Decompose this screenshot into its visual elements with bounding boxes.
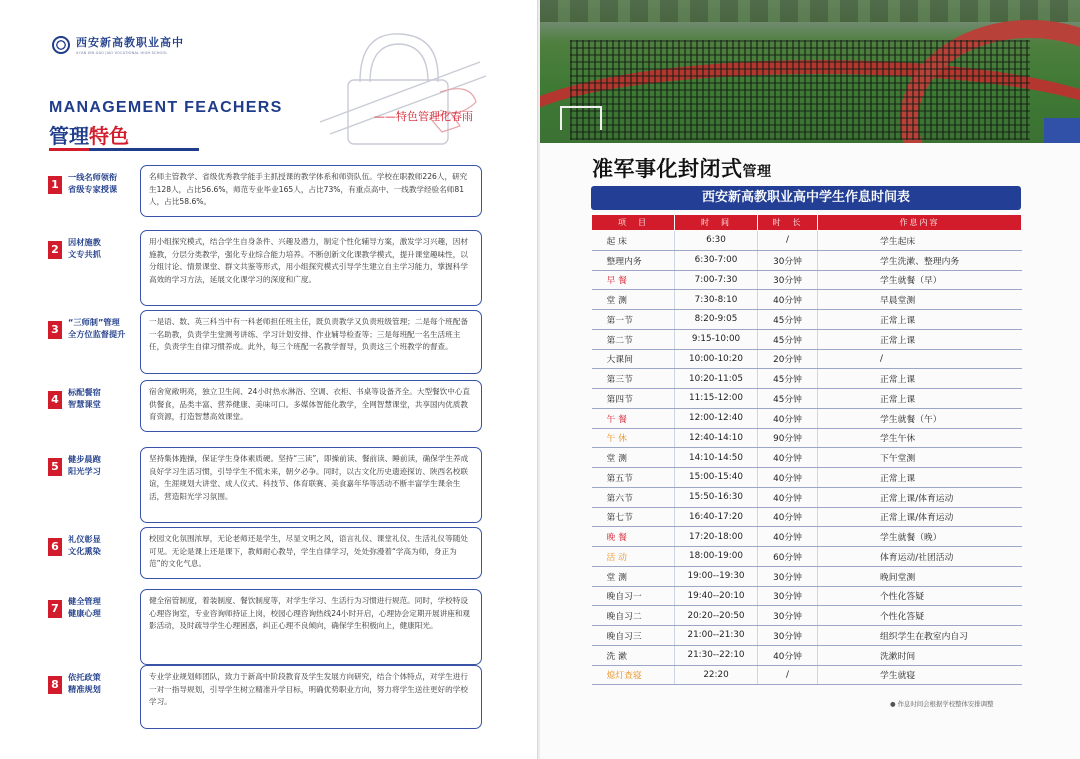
feature-item-2 <box>48 230 492 306</box>
heading-chinese <box>49 120 129 149</box>
schedule-row <box>592 231 1022 251</box>
feature-title <box>62 316 140 340</box>
cell-content: 学生洗漱、整理内务 <box>818 250 1022 270</box>
cell-content: 学生就寝 <box>818 665 1022 685</box>
school-emblem-icon <box>52 36 70 54</box>
feature-number: 8 <box>48 676 62 694</box>
cell-content: 个性化答疑 <box>818 606 1022 626</box>
feature-title <box>62 236 140 260</box>
cell-duration: 30分钟 <box>758 270 818 290</box>
cell-item: 第一节 <box>592 310 675 330</box>
soccer-goal-icon <box>560 106 602 130</box>
feature-title-line2: 健康心理 <box>68 608 101 618</box>
heading-english: MANAGEMENT FEACHERS <box>49 99 283 116</box>
cell-duration: 30分钟 <box>758 566 818 586</box>
school-logo <box>52 34 184 55</box>
cell-item: 第二节 <box>592 329 675 349</box>
cell-content: 下午堂测 <box>818 448 1022 468</box>
feature-number: 6 <box>48 538 62 556</box>
schedule-row <box>592 645 1022 665</box>
feature-title-line1: 健步晨跑 <box>68 454 101 464</box>
schedule-row <box>592 586 1022 606</box>
cell-duration: 40分钟 <box>758 527 818 547</box>
cell-content: 学生午休 <box>818 428 1022 448</box>
cell-content: 正常上课/体育运动 <box>818 487 1022 507</box>
feature-number: 7 <box>48 600 62 618</box>
cell-duration: 40分钟 <box>758 468 818 488</box>
cell-item: 第三节 <box>592 369 675 389</box>
cell-item: 晚自习一 <box>592 586 675 606</box>
cell-item: 早 餐 <box>592 270 675 290</box>
cell-item: 第四节 <box>592 389 675 409</box>
feature-title-line2: 省级专家授课 <box>68 184 118 194</box>
management-title-main: 准军事化封闭式 <box>592 157 743 181</box>
cell-duration: / <box>758 665 818 685</box>
cell-time: 7:00-7:30 <box>675 270 758 290</box>
cell-content: 正常上课 <box>818 369 1022 389</box>
schedule-table <box>591 214 1022 685</box>
schedule-row <box>592 527 1022 547</box>
heading-part1: 管理 <box>49 124 89 148</box>
cell-duration: / <box>758 231 818 251</box>
schedule-body <box>592 231 1022 685</box>
cell-duration: 30分钟 <box>758 606 818 626</box>
header-item: 项 目 <box>592 215 675 231</box>
schedule-row <box>592 250 1022 270</box>
feature-title-line2: 精准规划 <box>68 684 101 694</box>
feature-title-line2: 智慧课堂 <box>68 399 101 409</box>
cell-time: 7:30-8:10 <box>675 290 758 310</box>
schedule-row <box>592 310 1022 330</box>
schedule-row <box>592 290 1022 310</box>
heading-tagline: ——特色管理化春雨 <box>374 110 473 123</box>
cell-content: 学生就餐（晚） <box>818 527 1022 547</box>
schedule-row <box>592 487 1022 507</box>
cell-duration: 40分钟 <box>758 487 818 507</box>
cell-item: 堂 测 <box>592 290 675 310</box>
cell-content: 晚间堂测 <box>818 566 1022 586</box>
cell-item: 活 动 <box>592 547 675 567</box>
cell-time: 18:00-19:00 <box>675 547 758 567</box>
feature-text-box: 一是语、数、英三科当中有一科老师担任班主任，既负责教学又负责班级管理；二是每个班配备一名助教，负责学生堂测考讲练、学习计划安排、作业辅导检查等；三是每班配一名生活班主任，负责学生自律习惯养成。此外，每三个班配一名教学督导，负责这三个班教学的督查。 <box>140 310 482 374</box>
cell-item: 第五节 <box>592 468 675 488</box>
logo-name-en: XI'AN XIN GAO JIAO VOCATIONAL HIGH SCHOOL <box>76 51 168 55</box>
cell-duration: 60分钟 <box>758 547 818 567</box>
feature-text-box: 名师主管教学、省级优秀教学能手主抓授课的教学体系和师资队伍。学校在职教师226人，研究生128人，占比56.6%，师范专业毕业165人，占比73%，有重点高中、一线教学经验名师81人，占比58.6%。 <box>140 165 482 217</box>
feature-text-box: 坚持集体跑操，保证学生身体素质硬。坚持“三读”，即操前读、餐前读、睡前读，确保学生养成良好学习生活习惯，引导学生不慌未来，朝夕必争。同时，以古文化历史遗迹探访、陕西名校联谊，生涯规划大讲堂、成人仪式、科技节、体育联赛、美食嘉年华等活动不断丰富学生课余生活，营造阳光学习氛围。 <box>140 447 482 523</box>
cell-content: 学生起床 <box>818 231 1022 251</box>
feature-title-line2: 文专共抓 <box>68 249 101 259</box>
cell-time: 12:00-12:40 <box>675 408 758 428</box>
cell-time: 17:20-18:00 <box>675 527 758 547</box>
cell-item: 大课间 <box>592 349 675 369</box>
schedule-row <box>592 369 1022 389</box>
feature-title-line1: 健全管理 <box>68 596 101 606</box>
cell-time: 10:00-10:20 <box>675 349 758 369</box>
header-content: 作息内容 <box>818 215 1022 231</box>
feature-text-box: 宿舍宽敞明亮，独立卫生间、24小时热水淋浴、空调、衣柜、书桌等设备齐全。大型餐饮中心直供餐食，品类丰富、营养健康、美味可口。多媒体智能化教学，全网智慧课堂，共享国内优质教育资源，打造智慧高效课堂。 <box>140 380 482 432</box>
management-title <box>592 153 772 183</box>
schedule-row <box>592 566 1022 586</box>
cell-item: 堂 测 <box>592 448 675 468</box>
cell-duration: 40分钟 <box>758 408 818 428</box>
right-page <box>540 0 1080 759</box>
cell-item: 熄灯查寝 <box>592 665 675 685</box>
student-formation <box>570 40 1030 140</box>
schedule-row <box>592 468 1022 488</box>
feature-title-line2: 阳光学习 <box>68 466 101 476</box>
feature-number: 4 <box>48 391 62 409</box>
cell-duration: 30分钟 <box>758 250 818 270</box>
cell-duration: 40分钟 <box>758 290 818 310</box>
cell-item: 晚自习二 <box>592 606 675 626</box>
cell-item: 第七节 <box>592 507 675 527</box>
schedule-row <box>592 547 1022 567</box>
feature-item-6 <box>48 527 492 579</box>
cell-item: 第六节 <box>592 487 675 507</box>
feature-title <box>62 386 140 410</box>
cell-time: 19:00--19:30 <box>675 566 758 586</box>
feature-title-line2: 文化熏染 <box>68 546 101 556</box>
left-page <box>0 0 538 759</box>
schedule-row <box>592 626 1022 646</box>
feature-title <box>62 595 140 619</box>
cell-time: 6:30 <box>675 231 758 251</box>
cell-item: 整理内务 <box>592 250 675 270</box>
feature-item-4 <box>48 380 492 432</box>
cell-content: 体育运动/社团活动 <box>818 547 1022 567</box>
cell-duration: 90分钟 <box>758 428 818 448</box>
cell-time: 9:15-10:00 <box>675 329 758 349</box>
schedule-row <box>592 349 1022 369</box>
feature-title <box>62 533 140 557</box>
cell-duration: 40分钟 <box>758 448 818 468</box>
feature-number: 5 <box>48 458 62 476</box>
feature-title-line2: 全方位监督提升 <box>68 329 126 339</box>
cell-item: 午 餐 <box>592 408 675 428</box>
heading-part2: 特色 <box>89 124 129 148</box>
management-title-small: 管理 <box>742 164 772 180</box>
feature-title-line1: “三师制”管理 <box>68 317 120 327</box>
feature-text-box: 校园文化氛围浓厚，无论老师还是学生，尽显文明之风，语言礼仪、课堂礼仪、生活礼仪等随处可见。无论是课上还是课下，教师耐心教导，学生自律学习，处处弥漫着“学高为师，身正为范”的文化气息。 <box>140 527 482 579</box>
heading-underline <box>49 148 199 151</box>
cell-content: 早晨堂测 <box>818 290 1022 310</box>
lock-illustration-icon <box>300 22 490 152</box>
cell-duration: 45分钟 <box>758 389 818 409</box>
schedule-title: 西安新高教职业高中学生作息时间表 <box>591 186 1021 210</box>
feature-item-5 <box>48 447 492 523</box>
cell-duration: 45分钟 <box>758 369 818 389</box>
feature-item-1 <box>48 165 492 217</box>
cell-content: 正常上课/体育运动 <box>818 507 1022 527</box>
feature-title-line1: 礼仪彰显 <box>68 534 101 544</box>
cell-duration: 20分钟 <box>758 349 818 369</box>
schedule-row <box>592 665 1022 685</box>
cell-time: 21:30--22:10 <box>675 645 758 665</box>
cell-content: 组织学生在教室内自习 <box>818 626 1022 646</box>
cell-duration: 45分钟 <box>758 310 818 330</box>
feature-title-line1: 标配餐宿 <box>68 387 101 397</box>
cell-item: 晚自习三 <box>592 626 675 646</box>
cell-time: 15:50-16:30 <box>675 487 758 507</box>
cell-time: 14:10-14:50 <box>675 448 758 468</box>
feature-text-box: 专业学业规划师团队，致力于新高中阶段教育及学生发展方向研究，结合个体特点，对学生进行一对一指导规划，引导学生树立精准升学目标，明确优势职业方向，努力将学生送往更好的学校学习。 <box>140 665 482 729</box>
cell-content: 学生就餐（午） <box>818 408 1022 428</box>
feature-title-line1: 依托政策 <box>68 672 101 682</box>
schedule-row <box>592 389 1022 409</box>
cell-time: 12:40-14:10 <box>675 428 758 448</box>
schedule-row <box>592 329 1022 349</box>
cell-time: 6:30-7:00 <box>675 250 758 270</box>
cell-content: 个性化答疑 <box>818 586 1022 606</box>
schedule-row <box>592 428 1022 448</box>
cell-content: / <box>818 349 1022 369</box>
cell-time: 20:20--20:50 <box>675 606 758 626</box>
cell-content: 正常上课 <box>818 329 1022 349</box>
cell-item: 洗 漱 <box>592 645 675 665</box>
feature-text-box: 健全宿管制度，着装制度、餐饮制度等，对学生学习、生活行为习惯进行规范。同时，学校特设心理咨询室，专业咨询师持证上岗，校园心理咨询热线24小时开启，心理协会定期开展讲座和观影活动，及时疏导学生心理困惑，纠正心理不良倾向，确保学生积极向上，健康阳光。 <box>140 589 482 665</box>
cell-time: 15:00-15:40 <box>675 468 758 488</box>
header-duration: 时 长 <box>758 215 818 231</box>
cell-duration: 30分钟 <box>758 626 818 646</box>
cell-time: 8:20-9:05 <box>675 310 758 330</box>
cell-item: 晚 餐 <box>592 527 675 547</box>
cell-time: 22:20 <box>675 665 758 685</box>
cell-item: 起 床 <box>592 231 675 251</box>
feature-number: 3 <box>48 321 62 339</box>
cell-time: 21:00--21:30 <box>675 626 758 646</box>
schedule-row <box>592 408 1022 428</box>
feature-number: 2 <box>48 241 62 259</box>
tree-line <box>540 0 1080 22</box>
logo-name-cn: 西安新高教职业高中 <box>76 36 184 49</box>
feature-title <box>62 671 140 695</box>
cell-time: 19:40--20:10 <box>675 586 758 606</box>
feature-title-line1: 因材施教 <box>68 237 101 247</box>
schedule-row <box>592 448 1022 468</box>
cell-time: 16:40-17:20 <box>675 507 758 527</box>
cell-content: 正常上课 <box>818 468 1022 488</box>
header-time: 时 间 <box>675 215 758 231</box>
cell-content: 洗漱时间 <box>818 645 1022 665</box>
sports-field-photo <box>540 0 1080 143</box>
feature-title-line1: 一线名师领衔 <box>68 172 118 182</box>
cell-content: 正常上课 <box>818 310 1022 330</box>
cell-time: 11:15-12:00 <box>675 389 758 409</box>
feature-title <box>62 453 140 477</box>
feature-title <box>62 171 140 195</box>
cell-duration: 30分钟 <box>758 586 818 606</box>
feature-text-box: 用小组探究模式，结合学生自身条件、兴趣及潜力，制定个性化辅导方案，激发学习兴趣，因材施教，分层分类教学，强化专业综合能力培养。不断创新文化课教学模式，提升课堂趣味性，以分组讨论、情景课堂、群文共鉴等形式，用小组探究模式引导学生建立自主学习能力，掌握科学高效的学习方法，延展文化课学习的深度和广度。 <box>140 230 482 306</box>
tent-icon <box>1044 118 1080 143</box>
feature-number: 1 <box>48 176 62 194</box>
schedule-row <box>592 270 1022 290</box>
cell-item: 堂 测 <box>592 566 675 586</box>
cell-duration: 40分钟 <box>758 507 818 527</box>
cell-duration: 45分钟 <box>758 329 818 349</box>
cell-duration: 40分钟 <box>758 645 818 665</box>
cell-time: 10:20-11:05 <box>675 369 758 389</box>
schedule-row <box>592 507 1022 527</box>
cell-item: 午 休 <box>592 428 675 448</box>
schedule-row <box>592 606 1022 626</box>
feature-item-8 <box>48 665 492 729</box>
feature-item-7 <box>48 589 492 665</box>
feature-item-3 <box>48 310 492 374</box>
cell-content: 学生就餐（早） <box>818 270 1022 290</box>
schedule-footnote: ● 作息时间会根据学校整体安排调整 <box>890 700 994 708</box>
cell-content: 正常上课 <box>818 389 1022 409</box>
schedule-header-row <box>592 215 1022 231</box>
